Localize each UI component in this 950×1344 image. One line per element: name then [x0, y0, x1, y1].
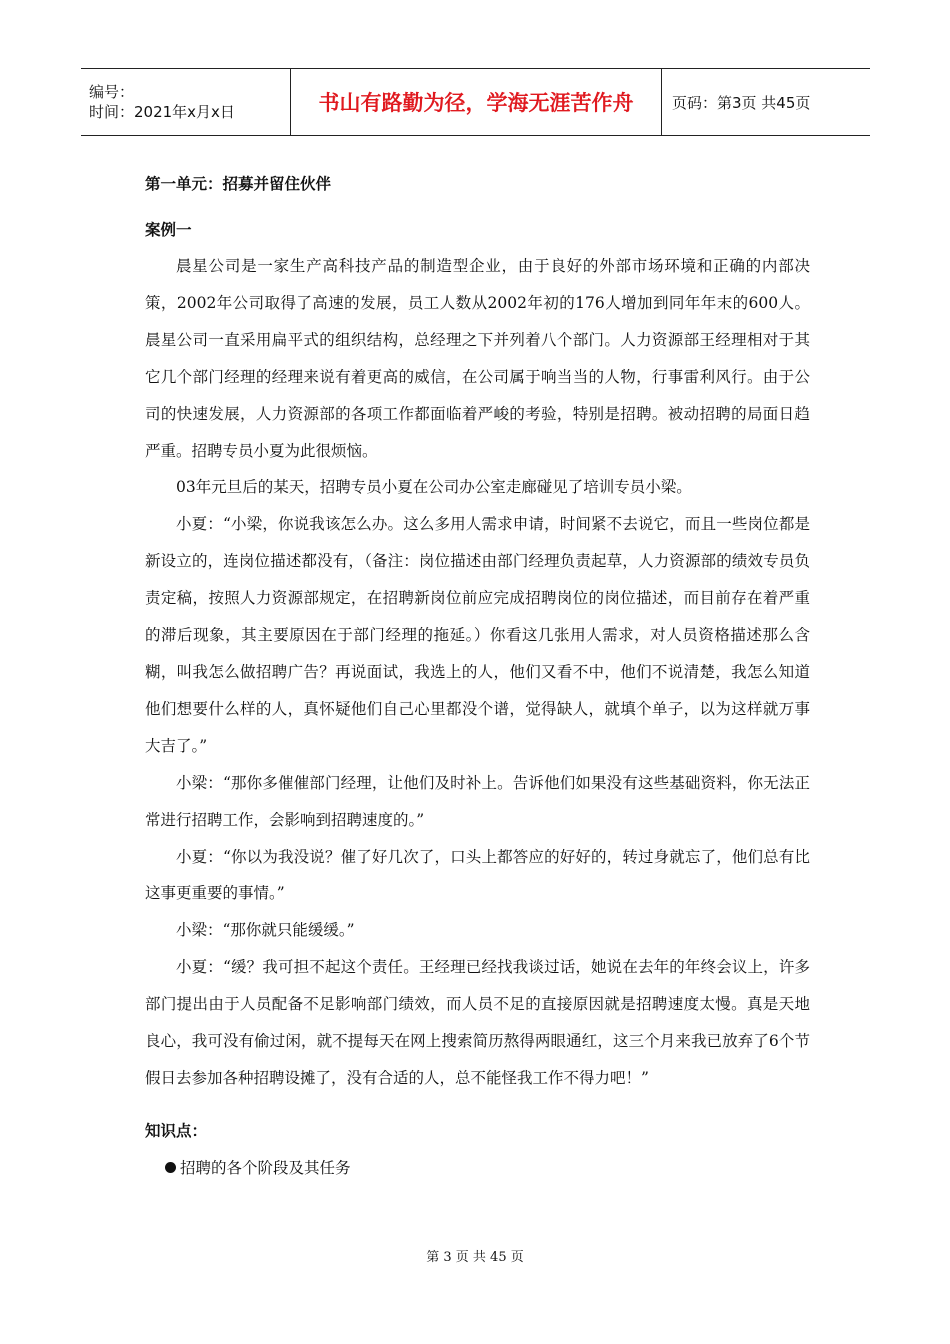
case-title: 案例一: [145, 221, 192, 239]
header-left-cell: [81, 69, 291, 136]
paragraph: 晨星公司是一家生产高科技产品的制造型企业，由于良好的外部市场环境和正确的内部决策，2002年公司取得了高速的发展，员工人数从2002年初的176人增加到同年年末的600人。晨星公司一直采用扁平式的组织结构，总经理之下并列着八个部门。人力资源部王经理相对于其它几个部门经理的经理来说有着更高的威信，在公司属于响当当的人物，行事雷利风行。由于公司的快速发展，人力资源部的各项工作都面临着严峻的考验，特别是招聘。被动招聘的局面日趋严重。招聘专员小夏为此很烦恼。: [145, 257, 810, 460]
unit-title: 第一单元：招募并留住伙伴: [145, 175, 332, 193]
paragraph: 小夏：“小梁，你说我该怎么办。这么多用人需求申请，时间紧不去说它，而且一些岗位都是新设立的，连岗位描述都没有，（备注：岗位描述由部门经理负责起草，人力资源部的绩效专员负责定稿，按照人力资源部规定，在招聘新岗位前应完成招聘岗位的岗位描述，而目前存在着严重的滞后现象，其主要原因在于部门经理的拖延。）你看这几张用人需求，对人员资格描述那么含糊，叫我怎么做招聘广告？再说面试，我选上的人，他们又看不中，他们不说清楚，我怎么知道他们想要什么样的人，真怀疑他们自己心里都没个谱，觉得缺人，就填个单子，以为这样就万事大吉了。”: [145, 515, 810, 755]
number-label: 编号：: [89, 83, 135, 101]
knowledge-title: 知识点：: [145, 1121, 208, 1140]
paragraph: 小夏：“你以为我没说？催了好几次了，口头上都答应的好好的，转过身就忘了，他们总有比这事更重要的事情。”: [145, 847, 810, 903]
paragraph: 03年元旦后的某天，招聘专员小夏在公司办公室走廊碰见了培训专员小梁。: [176, 478, 692, 497]
bullet-text: 招聘的各个阶段及其任务: [180, 1158, 351, 1177]
bullet-item: [145, 1153, 810, 1183]
page-footer: 第 3 页 共 45 页: [426, 1250, 524, 1265]
document-header: [81, 68, 870, 136]
time-label: 时间：2021年x月x日: [89, 103, 235, 121]
document-body: [145, 170, 810, 1183]
paragraph: 小梁：“那你多催催部门经理，让他们及时补上。告诉他们如果没有这些基础资料，你无法正常进行招聘工作，会影响到招聘速度的。”: [145, 773, 810, 829]
bullet-dot-icon: [165, 1162, 176, 1173]
header-motto: 书山有路勤为径，学海无涯苦作舟: [291, 69, 662, 136]
header-page-label: 页码：第3页 共45页: [662, 69, 871, 136]
paragraph: 小夏：“缓？我可担不起这个责任。王经理已经找我谈过话，她说在去年的年终会议上，许多部门提出由于人员配备不足影响部门绩效，而人员不足的直接原因就是招聘速度太慢。真是天地良心，我可没有偷过闲，就不提每天在网上搜索简历熬得两眼通红，这三个月来我已放弃了6个节假日去参加各种招聘设摊了，没有合适的人，总不能怪我工作不得力吧！”: [145, 958, 810, 1087]
paragraph: 小梁：“那你就只能缓缓。”: [176, 921, 355, 940]
